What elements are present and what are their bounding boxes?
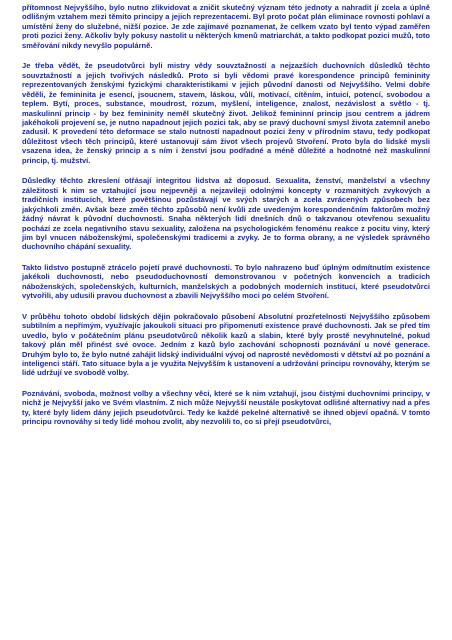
paragraph-1: přítomnost Nejvyššího, bylo nutno zlikvidovat a zničit skutečný význam této jednoty a nahradit jí zcela a úplně odlišným vztahem mezi těmito principy a jejich reprezentacemi. Byl proto počat plán eliminace rovnosti pohlaví a umístění ženy do služebné, nižší pozice. Je zde zajímavé poznamenat, že celkem vzato byl tento výpad zaměřen proti pozici ženy. Ačkoliv byly pokusy nastolit u některých kmenů matriarchát, a takto podkopat pozici mužů, toto směřování nikdy nevyšlo populárně. bbox=[22, 3, 430, 50]
paragraph-5: V průběhu tohoto období lidských dějin pokračovalo působení Absolutní prozřetelnosti Nejvyššího způsobem subtilním a nepřímým, využívajíc jakoukoli situaci pro připomenutí existence pravé duchovnosti. Jak se před tím uvedlo, bylo v počátečním plánu pseudotvůrců několik kazů a slabin, které byly prostě nevyhnutelné, pokud takový plán měl přinést své ovoce. Jedním z kazů bylo zachování schopnosti poznávání u nové generace. Druhým bylo to, že bylo nutné zahájit lidský individuální vývoj od naprosté nevědomosti v dětství až po poznání a inteligenci stáří. Tato situace byla a je využita Nejvyšším k ustanovení a udržování principu rovnováhy, kterým se lidé udržují ve svobodě volby. bbox=[22, 311, 430, 378]
paragraph-4: Takto lidstvo postupně ztrácelo pojetí pravé duchovnosti. To bylo nahrazeno buď úplným odmítnutím existence jakékoli duchovnosti, nebo pseudoduchovností demonstrovanou v početných konvencích a tradicích náboženských, společenských, kulturních, manželských a podobných moderních institucí, které pseudotvůrci vytvořili, aby udusili pravou duchovnost a zbavili Nejvyššího moci po celém Stvoření. bbox=[22, 262, 430, 301]
paragraph-6: Poznávání, svoboda, možnost volby a všechny věci, které se k nim vztahují, jsou čistými duchovními principy, v nichž je Nejvyšší jako ve Svém vlastním. Z nich může Nejvyšší neustále poskytovat odlišné alternativy nad a přes ty, které byly lidem dány jejich pseudotvůrci. Tedy ke každé pekelné alternativě se ihned objeví opačná. V tomto principu rovnováhy si tedy lidé mohou zvolit, aby nezvolili to, co si přejí pseudotvůrci, bbox=[22, 388, 430, 427]
paragraph-2: Je třeba vědět, že pseudotvůrci byli mistry vědy souvztažností a nejzazších duchovních důsledků těchto souvztažností a jejich tvořivých následků. Proto si byli vědomi pravé korespondence principů femininity reprezentovaných ženskými fyzickými charakteristikami v jejich původní danosti od Nejvyššího. Velmi dobře věděli, že femininita je esencí, jsoucnem, stavem, láskou, vůlí, motivací, cítěním, intuicí, potencí, svobodou a teplem. Bytí, proces, substance, moudrost, rozum, myšlení, inteligence, znalost, nezávislost a světlo - tj. maskulinní princip - by bez femininity neměl skutečný život. Jelikož femininní princip jsou centrem a jádrem jakéhokoli projevení se, je nutno napadnout jejich pozici tak, aby se pravý duchovní smysl života zatemnil anebo zadusil. K provedení této deformace se stalo nutností napadnout pozici ženy v přírodním stavu, tedy podkopat důležitost všech těch principů, které ustanovují sám život všech projevů Stvoření. Proto byla do lidské mysli vsazena idea, že ženský princip a s ním i ženství jsou podřadné a méně důležité a hodnotné než maskulinní princip, tj. mužství. bbox=[22, 61, 430, 165]
paragraph-3: Důsledky těchto zkreslení otřásají integritou lidstva až doposud. Sexualita, ženství, manželství a všechny záležitosti k nim se vztahující jsou nejpevněji a nejzavileji odolnými koncepty v rozmanitých zvykových a tradičních institucích, které povětšinou pozůstávají ve svých starých a zcela zvrácených způsobech bez jakýchkoli změn. Avšak beze změn těchto způsobů není kvůli zde uvedeným korespondenčním faktorům možný žádný návrat k původní duchovnosti. Snaha některých lidí dnešních dnů o takzvanou otevřenou sexualitu pochází ze zcela negativního stavu sexuality, založena na psychologickém fenoménu reakce z pocitu viny, který jim byl vnucen náboženskými, společenskými tradicemi a zvyky. Je to forma obrany, a ne výsledek správného duchovního chápání sexuality. bbox=[22, 176, 430, 252]
